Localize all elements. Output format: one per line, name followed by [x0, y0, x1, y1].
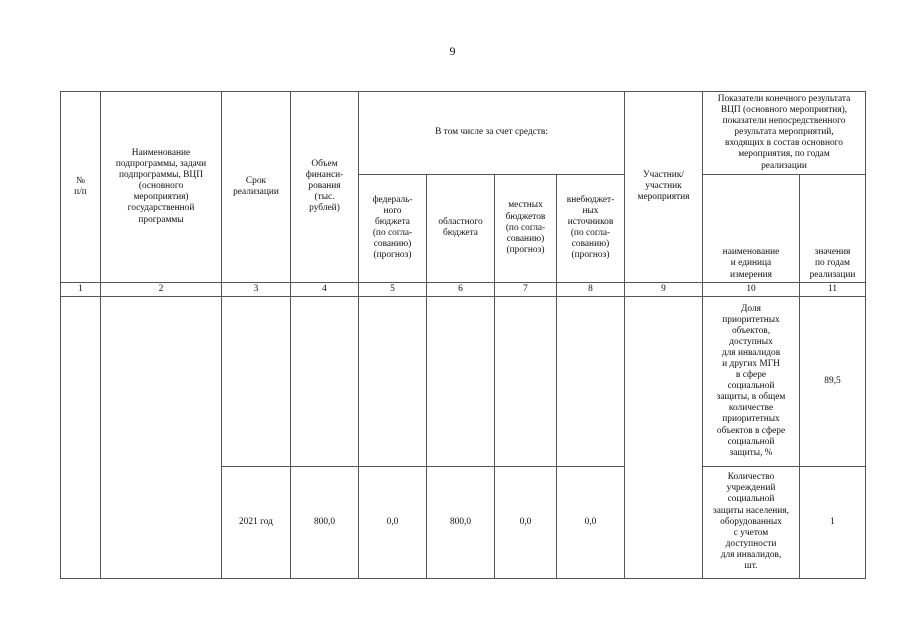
- page-number: 9: [449, 44, 456, 58]
- column-number: 11: [800, 282, 866, 296]
- row-name-cell: [101, 296, 222, 578]
- extrabudget-cell: [557, 296, 625, 466]
- federal-cell: 0,0: [359, 466, 427, 578]
- regional-cell: 800,0: [427, 466, 495, 578]
- header-sources-group: В том числе за счет средств:: [359, 92, 625, 175]
- column-number: 4: [291, 282, 359, 296]
- header-local: местных бюджетов (по согла- сованию) (прогноз): [495, 174, 557, 282]
- local-cell: 0,0: [495, 466, 557, 578]
- regional-cell: [427, 296, 495, 466]
- header-extrabudget: внебюджет- ных источников (по согла- сованию) (прогноз): [557, 174, 625, 282]
- indicator-name: Доля приоритетных объектов, доступных для инвалидов и других МГН в сфере социальной защиты, в общем количестве приоритетных объектов в сфере социальной защиты, %: [703, 296, 800, 466]
- column-number: 6: [427, 282, 495, 296]
- indicator-value: 1: [800, 466, 866, 578]
- program-table: [60, 91, 866, 579]
- local-cell: [495, 296, 557, 466]
- extrabudget-cell: 0,0: [557, 466, 625, 578]
- column-number: 9: [625, 282, 703, 296]
- column-number: 1: [61, 282, 101, 296]
- period-cell: 2021 год: [222, 466, 291, 578]
- column-number: 2: [101, 282, 222, 296]
- period-cell: [222, 296, 291, 466]
- participant-cell: [625, 296, 703, 578]
- column-numbers-row: [61, 282, 866, 296]
- volume-cell: [291, 296, 359, 466]
- column-number: 5: [359, 282, 427, 296]
- header-indicators-group: Показатели конечного результата ВЦП (основного мероприятия), показатели непосредственного результата мероприятий, входящих в состав основного мероприятия, по годам реализации: [703, 92, 866, 175]
- column-number: 8: [557, 282, 625, 296]
- header-number: № п/п: [61, 92, 101, 283]
- volume-cell: 800,0: [291, 466, 359, 578]
- column-number: 7: [495, 282, 557, 296]
- header-volume: Объем финанси- рования (тыс. рублей): [291, 92, 359, 283]
- indicator-value: 89,5: [800, 296, 866, 466]
- column-number: 3: [222, 282, 291, 296]
- header-indicator-values: значения по годам реализации: [800, 174, 866, 282]
- header-period: Срок реализации: [222, 92, 291, 283]
- federal-cell: [359, 296, 427, 466]
- header-indicator-name: наименование и единица измерения: [703, 174, 800, 282]
- header-participant: Участник/ участник мероприятия: [625, 92, 703, 283]
- column-number: 10: [703, 282, 800, 296]
- row-number-cell: [61, 296, 101, 578]
- header-regional: областного бюджета: [427, 174, 495, 282]
- header-name: Наименование подпрограммы, задачи подпрограммы, ВЦП (основного мероприятия) государственной программы: [101, 92, 222, 283]
- header-federal: федераль- ного бюджета (по согла- сованию) (прогноз): [359, 174, 427, 282]
- indicator-name: Количество учреждений социальной защиты населения, оборудованных с учетом доступности для инвалидов, шт.: [703, 466, 800, 578]
- table-row: [61, 296, 866, 466]
